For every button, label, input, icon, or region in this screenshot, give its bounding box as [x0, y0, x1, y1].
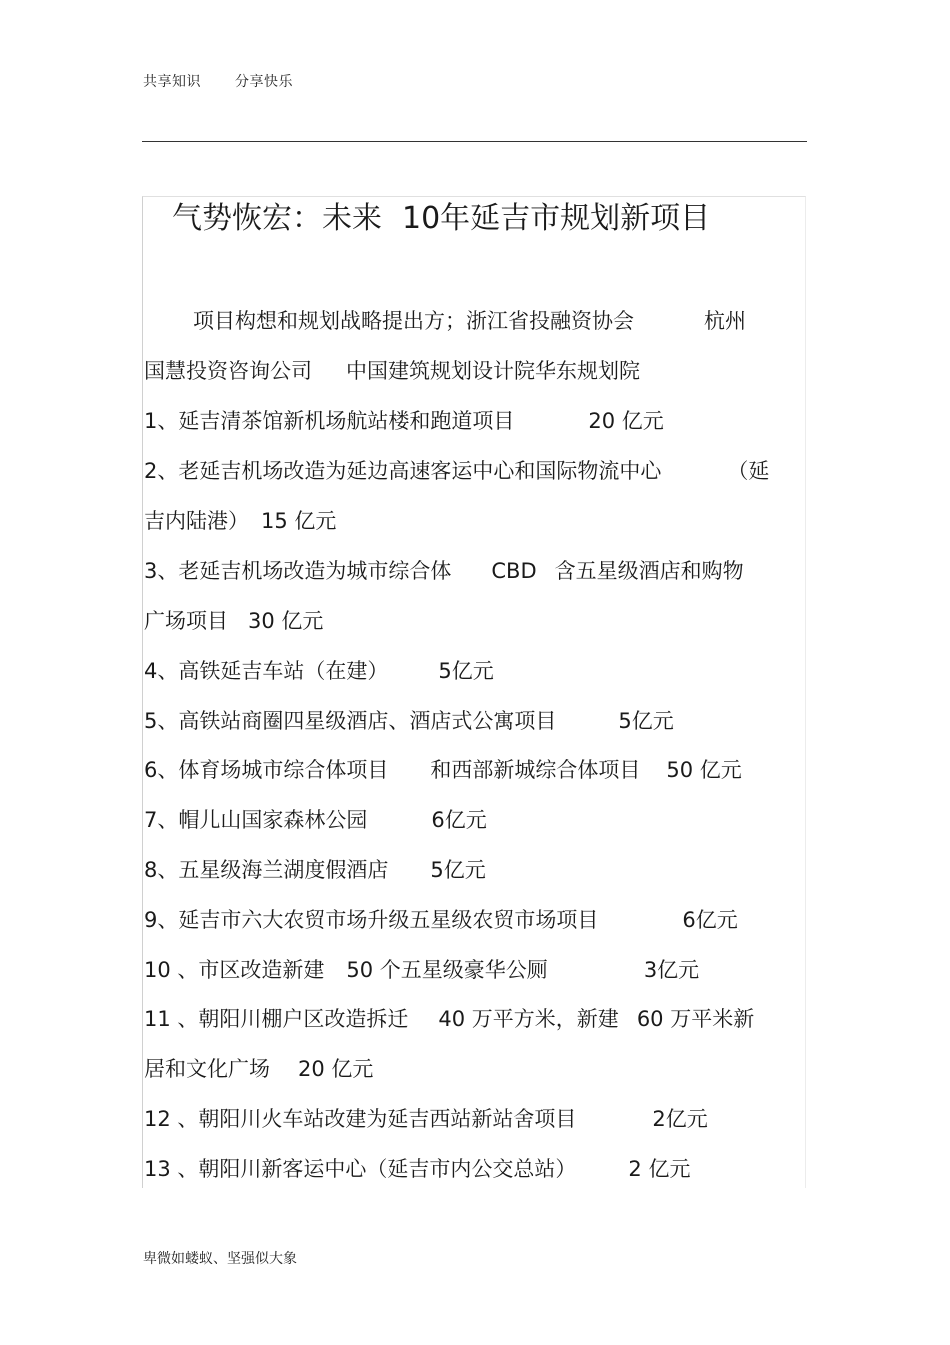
- item-11-detail: 40 万平方米，新建: [438, 1007, 619, 1031]
- page-footer: 卑微如蝼蚁、坚强似大象: [143, 1251, 297, 1267]
- item-2-name: 2、老延吉机场改造为延边高速客运中心和国际物流中心: [144, 459, 662, 483]
- item-11-name: 11 、朝阳川棚户区改造拆迁: [144, 1007, 409, 1031]
- list-item: [144, 855, 486, 885]
- list-item-continuation: [144, 506, 336, 536]
- item-2-amount: 15 亿元: [261, 509, 337, 533]
- header-right-text: 分享快乐: [235, 74, 293, 90]
- item-13-name: 13 、朝阳川新客运中心（延吉市内公交总站）: [144, 1157, 577, 1181]
- item-10-amount: 3亿元: [643, 958, 700, 982]
- document-title: [172, 199, 710, 239]
- item-7-name: 7、帽儿山国家森林公园: [144, 808, 368, 832]
- list-item: [144, 556, 744, 586]
- item-11-amount: 20 亿元: [298, 1057, 374, 1081]
- intro-hangzhou: 杭州: [704, 309, 746, 333]
- list-item: [144, 656, 494, 686]
- list-item: [144, 456, 769, 486]
- header-divider: [142, 141, 807, 142]
- item-10-name: 10 、市区改造新建: [144, 958, 325, 982]
- item-12-name: 12 、朝阳川火车站改建为延吉西站新站舍项目: [144, 1107, 577, 1131]
- list-item-continuation: [144, 1054, 373, 1084]
- item-6-amount: 50 亿元: [666, 758, 742, 782]
- title-part-1: 气势恢宏：未来: [172, 201, 382, 236]
- item-12-amount: 2亿元: [652, 1107, 708, 1131]
- header-left-text: 共享知识: [143, 74, 201, 90]
- item-4-name: 4、高铁延吉车站（在建）: [144, 659, 389, 683]
- item-9-name: 9、延吉市六大农贸市场升级五星级农贸市场项目: [144, 908, 599, 932]
- item-5-name: 5、高铁站商圈四星级酒店、酒店式公寓项目: [144, 709, 557, 733]
- list-item: [144, 755, 742, 785]
- list-item: [144, 1104, 708, 1134]
- item-2-name-cont: （延: [727, 459, 770, 483]
- item-3-amount: 30 亿元: [248, 609, 324, 633]
- item-5-amount: 5亿元: [618, 709, 674, 733]
- intro-proposers: 项目构想和规划战略提出方；浙江省投融资协会: [193, 309, 634, 333]
- list-item: [144, 706, 674, 736]
- page-header: [143, 71, 293, 91]
- item-6-name: 6、体育场城市综合体项目: [144, 758, 389, 782]
- item-3-detail: 含五星级酒店和购物: [554, 559, 744, 583]
- intro-line-2: [144, 356, 640, 386]
- item-4-amount: 5亿元: [438, 659, 494, 683]
- title-part-2: 10年延吉市规划新项目: [402, 201, 711, 236]
- item-8-amount: 5亿元: [430, 858, 486, 882]
- item-3-cbd: CBD: [491, 559, 537, 583]
- item-1-name: 1、延吉清茶馆新机场航站楼和跑道项目: [144, 409, 515, 433]
- intro-company: 国慧投资咨询公司: [144, 359, 312, 383]
- list-item: [144, 406, 664, 436]
- intro-line-1: [193, 306, 746, 336]
- item-11-name-end: 居和文化广场: [144, 1057, 270, 1081]
- list-item: [144, 805, 487, 835]
- list-item: [144, 1154, 690, 1184]
- item-1-amount: 20 亿元: [588, 409, 664, 433]
- intro-institute: 中国建筑规划设计院华东规划院: [346, 359, 640, 383]
- list-item-continuation: [144, 606, 323, 636]
- item-2-name-end: 吉内陆港）: [144, 509, 249, 533]
- item-3-name-end: 广场项目: [144, 609, 228, 633]
- list-item: [144, 905, 738, 935]
- item-6-name-2: 和西部新城综合体项目: [430, 758, 641, 782]
- item-8-name: 8、五星级海兰湖度假酒店: [144, 858, 389, 882]
- item-7-amount: 6亿元: [431, 808, 487, 832]
- item-9-amount: 6亿元: [682, 908, 738, 932]
- list-item: [144, 1004, 754, 1034]
- item-13-amount: 2 亿元: [628, 1157, 691, 1181]
- list-item: [144, 955, 699, 985]
- item-3-name: 3、老延吉机场改造为城市综合体: [144, 559, 452, 583]
- item-10-detail: 50 个五星级豪华公厕: [346, 958, 548, 982]
- item-11-detail-2: 60 万平米新: [636, 1007, 755, 1031]
- content-frame: [142, 196, 806, 1188]
